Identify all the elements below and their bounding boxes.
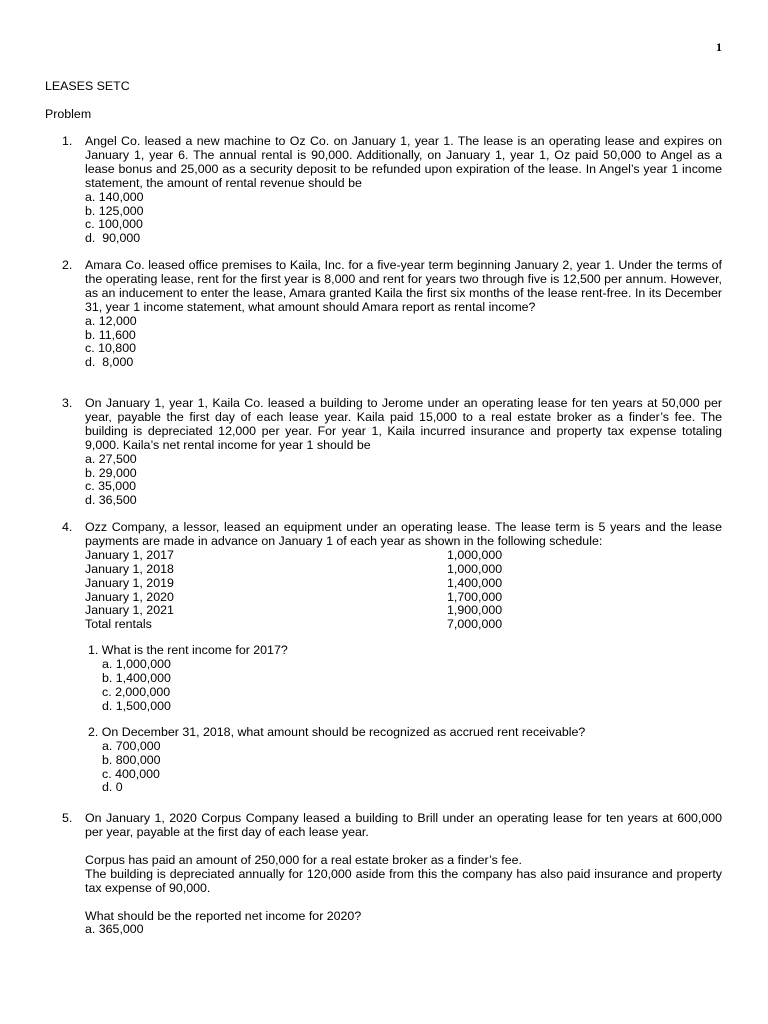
option-c: c. 35,000 <box>85 479 136 494</box>
question-number: 5. <box>62 811 73 825</box>
option-d: d. 1,500,000 <box>102 698 171 713</box>
paragraph: Corpus has paid an amount of 250,000 for a real estate broker as a finder’s fee. <box>85 852 522 867</box>
question-stem: Angel Co. leased a new machine to Oz Co. on January 1, year 1. The lease is an operating lease and expires on January 1, year 6. The annual rental is 90,000. Additionally, on January 1, year 1, Oz paid 50,000 to Angel as a lease bonus and 25,000 as a security deposit to be refunded upon expiration of the lease. In Angel’s year 1 income statement, the amount of rental revenue should be <box>85 134 722 190</box>
option-c: c. 10,800 <box>85 341 136 356</box>
schedule-date: January 1, 2020 <box>85 589 174 604</box>
option-c: c. 400,000 <box>102 766 160 781</box>
question-3 <box>62 397 722 508</box>
question-text: What should be the reported net income for 2020? <box>85 908 362 923</box>
schedule-amount: 1,900,000 <box>447 603 503 618</box>
question-stem: On January 1, 2020 Corpus Company leased a building to Brill under an operating lease for ten years at 600,000 per year, payable at the first day of each lease year. <box>85 811 722 839</box>
question-stem: On January 1, year 1, Kaila Co. leased a building to Jerome under an operating lease for ten years at 50,000 per year, payable the first day of each lease year. Kaila paid 15,000 to a real estate broker as a finder’s fee. The building is depreciated 12,000 per year. For year 1, Kaila incurred insurance and property tax expense totaling 9,000. Kaila’s net rental income for year 1 should be <box>85 396 722 452</box>
question-5 <box>62 812 722 937</box>
option-c: c. 2,000,000 <box>102 684 171 699</box>
paragraph: The building is depreciated annually for 120,000 aside from this the company has also paid insurance and property tax expense of 90,000. <box>85 866 722 895</box>
schedule-amount: 1,000,000 <box>447 547 503 562</box>
sub-question-text: 2. On December 31, 2018, what amount should be recognized as accrued rent receivable? <box>88 724 586 739</box>
schedule-amount: 1,000,000 <box>447 561 503 576</box>
rent-schedule <box>85 549 722 632</box>
question-1 <box>62 135 722 246</box>
question-4 <box>62 521 722 795</box>
question-stem: Amara Co. leased office premises to Kaila, Inc. for a five-year term beginning January 2, year 1. Under the terms of the operating lease, rent for the first year is 8,000 and rent for years two through five is 12,500 per annum. However, as an inducement to enter the lease, Amara granted Kaila the first six months of the lease rent-free. In its December 31, year 1 income statement, what amount should Amara report as rental income? <box>85 258 722 314</box>
question-2 <box>62 259 722 370</box>
option-a: a. 27,500 <box>85 451 137 466</box>
question-stem: Ozz Company, a lessor, leased an equipment under an operating lease. The lease term is 5 years and the lease payments are made in advance on January 1 of each year as shown in the following schedule: <box>85 520 722 548</box>
schedule-amount: 1,400,000 <box>447 575 503 590</box>
option-b: b. 11,600 <box>85 327 136 342</box>
option-c: c. 100,000 <box>85 217 143 232</box>
schedule-date: January 1, 2019 <box>85 575 174 590</box>
schedule-total-label: Total rentals <box>85 617 152 632</box>
sub-question-text: 1. What is the rent income for 2017? <box>88 643 288 658</box>
schedule-date: January 1, 2017 <box>85 547 174 562</box>
question-number: 2. <box>62 258 73 272</box>
question-number: 1. <box>62 134 73 148</box>
option-d: d. 0 <box>102 780 123 795</box>
schedule-date: January 1, 2021 <box>85 603 174 618</box>
option-a: a. 1,000,000 <box>102 657 171 672</box>
page-number: 1 <box>716 40 722 54</box>
option-d: d. 36,500 <box>85 493 137 508</box>
option-b: b. 800,000 <box>102 752 161 767</box>
option-b: b. 125,000 <box>85 203 144 218</box>
sub-question-1 <box>88 644 722 714</box>
document-title: LEASES SETC <box>45 79 130 93</box>
section-heading: Problem <box>45 107 92 121</box>
sub-question-2 <box>88 726 722 796</box>
option-d: d. 90,000 <box>85 231 141 246</box>
option-b: b. 1,400,000 <box>102 671 171 686</box>
question-number: 4. <box>62 520 73 534</box>
option-a: a. 12,000 <box>85 313 137 328</box>
question-number: 3. <box>62 396 73 410</box>
schedule-total-amount: 7,000,000 <box>447 617 503 632</box>
schedule-date: January 1, 2018 <box>85 561 174 576</box>
schedule-amount: 1,700,000 <box>447 589 503 604</box>
option-a: a. 140,000 <box>85 189 144 204</box>
option-d: d. 8,000 <box>85 355 134 370</box>
option-a: a. 365,000 <box>85 922 144 937</box>
option-a: a. 700,000 <box>102 738 161 753</box>
option-b: b. 29,000 <box>85 465 137 480</box>
